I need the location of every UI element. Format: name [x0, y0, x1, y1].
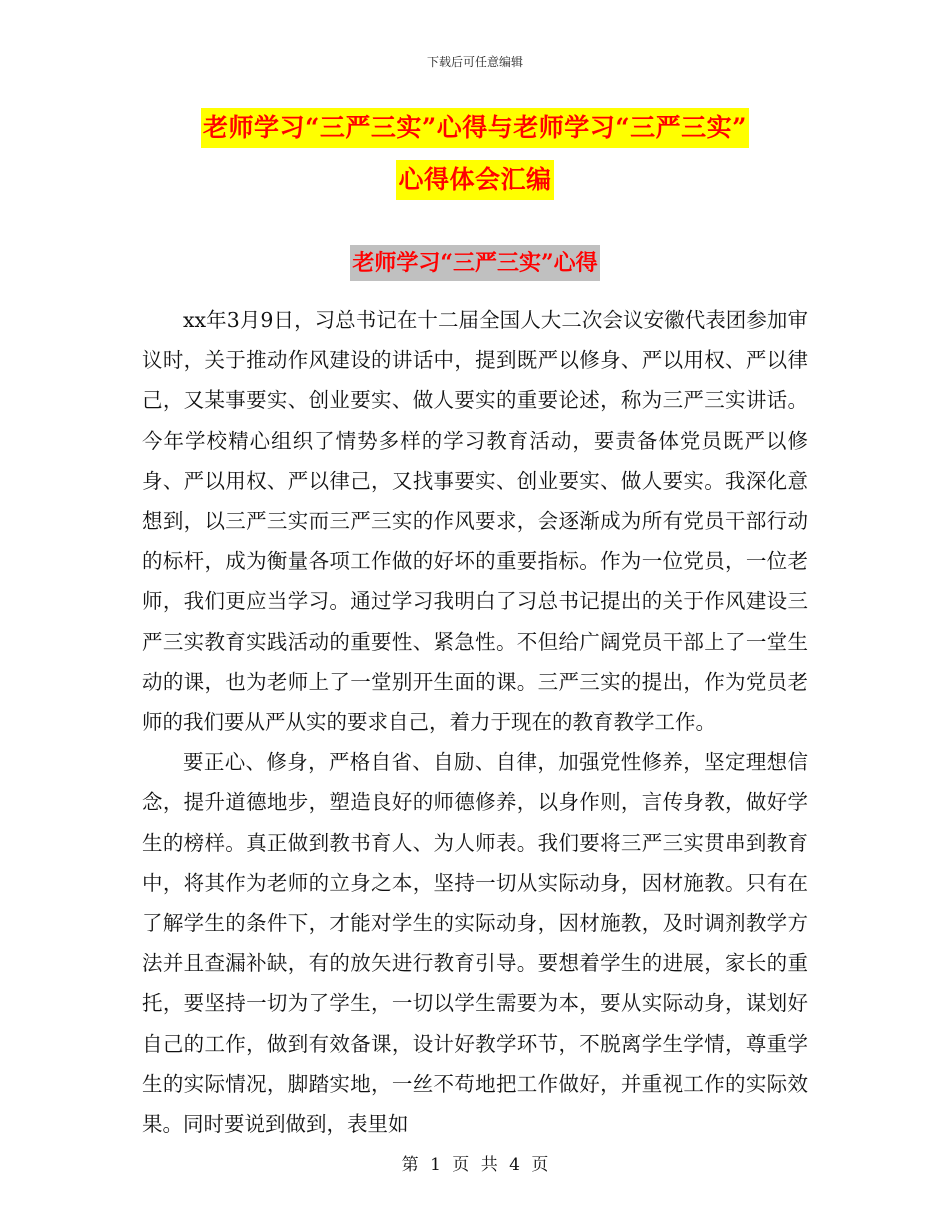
document-title — [0, 108, 950, 200]
body-paragraph-2: 要正心、修身，严格自省、自励、自律，加强党性修养，坚定理想信念，提升道德地步，塑造良好的师德修养，以身作则，言传身教，做好学生的榜样。真正做到教书育人、为人师表。我们要将三严三实贯串到教育中，将其作为老师的立身之本，坚持一切从实际动身，因材施教。只有在了解学生的条件下，才能对学生的实际动身，因材施教，及时调剂教学方法并且查漏补缺，有的放矢进行教育引导。要想着学生的进展，家长的重托，要坚持一切为了学生，一切以学生需要为本，要从实际动身，谋划好自己的工作，做到有效备课，设计好教学环节，不脱离学生学情，尊重学生的实际情况，脚踏实地，一丝不苟地把工作做好，并重视工作的实际效果。同时要说到做到，表里如 — [142, 750, 808, 1137]
document-title-line-1: 老师学习“三严三实”心得与老师学习“三严三实” — [201, 108, 749, 148]
page-header-note: 下载后可任意编辑 — [426, 55, 523, 69]
document-title-line-2: 心得体会汇编 — [396, 160, 553, 200]
body-paragraph-1: xx年3月9日，习总书记在十二届全国人大二次会议安徽代表团参加审议时，关于推动作风建设的讲话中，提到既严以修身、严以用权、严以律己，又某事要实、创业要实、做人要实的重要论述，称为三严三实讲话。今年学校精心组织了情势多样的学习教育活动，要责备体党员既严以修身、严以用权、严以律己，又找事要实、创业要实、做人要实。我深化意想到，以三严三实而三严三实的作风要求，会逐渐成为所有党员干部行动的标杆，成为衡量各项工作做的好坏的重要指标。作为一位党员，一位老师，我们更应当学习。通过学习我明白了习总书记提出的关于作风建设三严三实教育实践活动的重要性、紧急性。不但给广阔党员干部上了一堂生动的课，也为老师上了一堂别开生面的课。三严三实的提出，作为党员老师的我们要从严从实的要求自己，着力于现在的教育教学工作。 — [142, 308, 808, 735]
section-heading — [0, 245, 950, 281]
page-footer-number: 第 1 页 共 4 页 — [401, 1155, 549, 1175]
document-body — [142, 300, 808, 1144]
section-title: 老师学习“三严三实”心得 — [350, 245, 599, 281]
